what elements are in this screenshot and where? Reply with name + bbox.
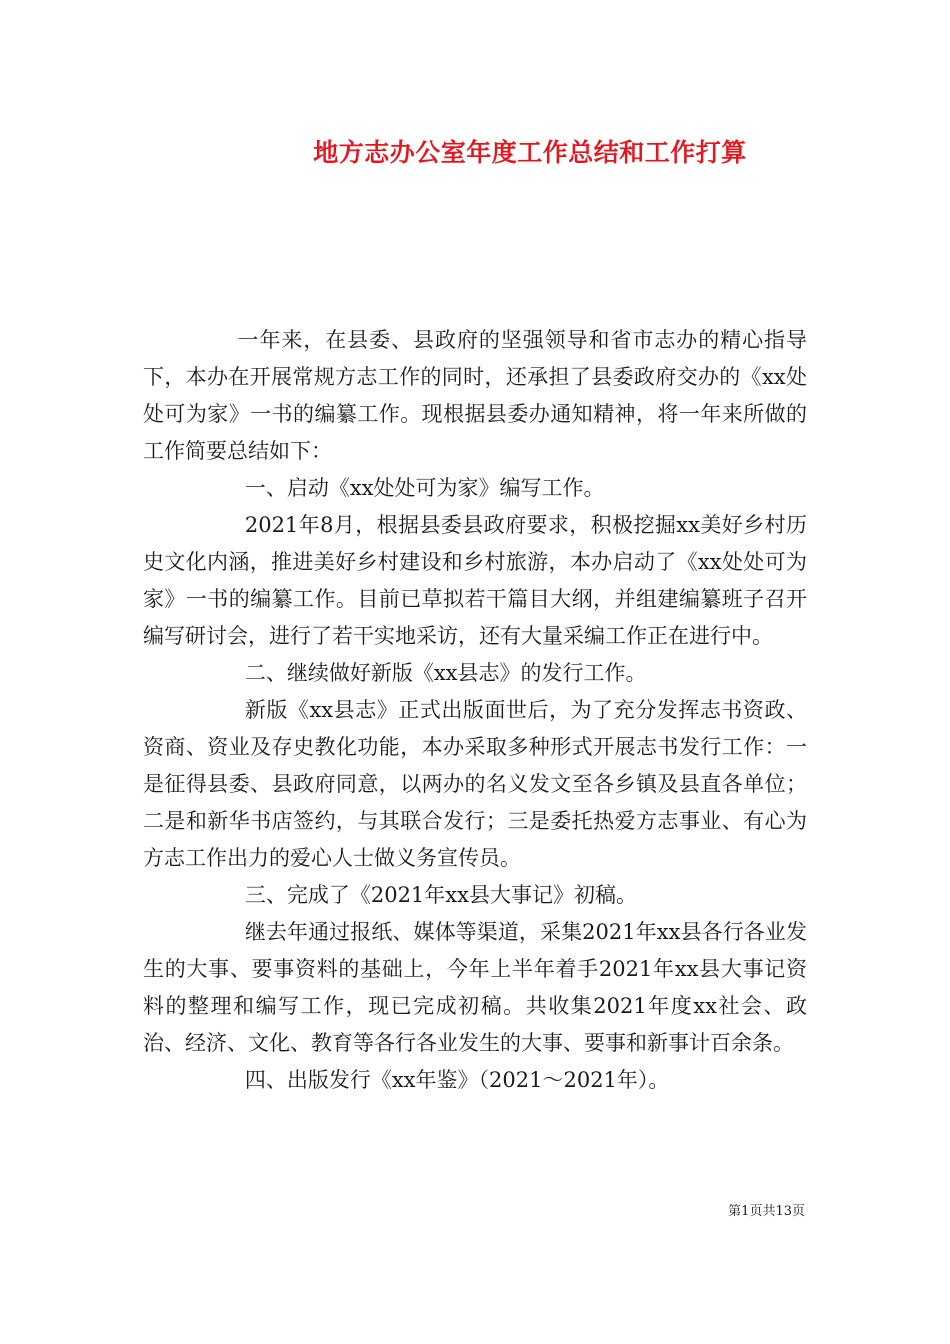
paragraph-section-3: 继去年通过报纸、媒体等渠道，采集2021年xx县各行各业发生的大事、要事资料的基础上，今年上半年着手2021年xx县大事记资料的整理和编写工作，现已完成初稿。共收集2021年度xx社会、政治、经济、文化、教育等各行各业发生的大事、要事和新事计百余条。 [143,920,807,1055]
section-heading-4: 四、出版发行《xx年鉴》（2021～2021年）。 [244,1068,670,1092]
document-title: 地方志办公室年度工作总结和工作打算 [313,138,747,167]
section-heading-1: 一、启动《xx处处可为家》编写工作。 [244,476,605,500]
paragraph-section-1: 2021年8月，根据县委县政府要求，积极挖掘xx美好乡村历史文化内涵，推进美好乡村建设和乡村旅游，本办启动了《xx处处可为家》一书的编纂工作。目前已草拟若干篇目大纲，并组建编纂班子召开编写研讨会，进行了若干实地采访，还有大量采编工作正在进行中。 [143,513,807,648]
page-number-footer: 第1页共13页 [728,1204,805,1219]
section-heading-3: 三、完成了《2021年xx县大事记》初稿。 [244,883,637,907]
section-heading-2: 二、继续做好新版《xx县志》的发行工作。 [244,661,647,685]
paragraph-section-2: 新版《xx县志》正式出版面世后，为了充分发挥志书资政、资商、资业及存史教化功能，本办采取多种形式开展志书发行工作：一是征得县委、县政府同意，以两办的名义发文至各乡镇及县直各单位；二是和新华书店签约，与其联合发行；三是委托热爱方志事业、有心为方志工作出力的爱心人士做义务宣传员。 [143,698,807,870]
document-body [143,322,807,1099]
paragraph-intro: 一年来，在县委、县政府的坚强领导和省市志办的精心指导下，本办在开展常规方志工作的同时，还承担了县委政府交办的《xx处处可为家》一书的编纂工作。现根据县委办通知精神，将一年来所做的工作简要总结如下： [143,328,807,463]
